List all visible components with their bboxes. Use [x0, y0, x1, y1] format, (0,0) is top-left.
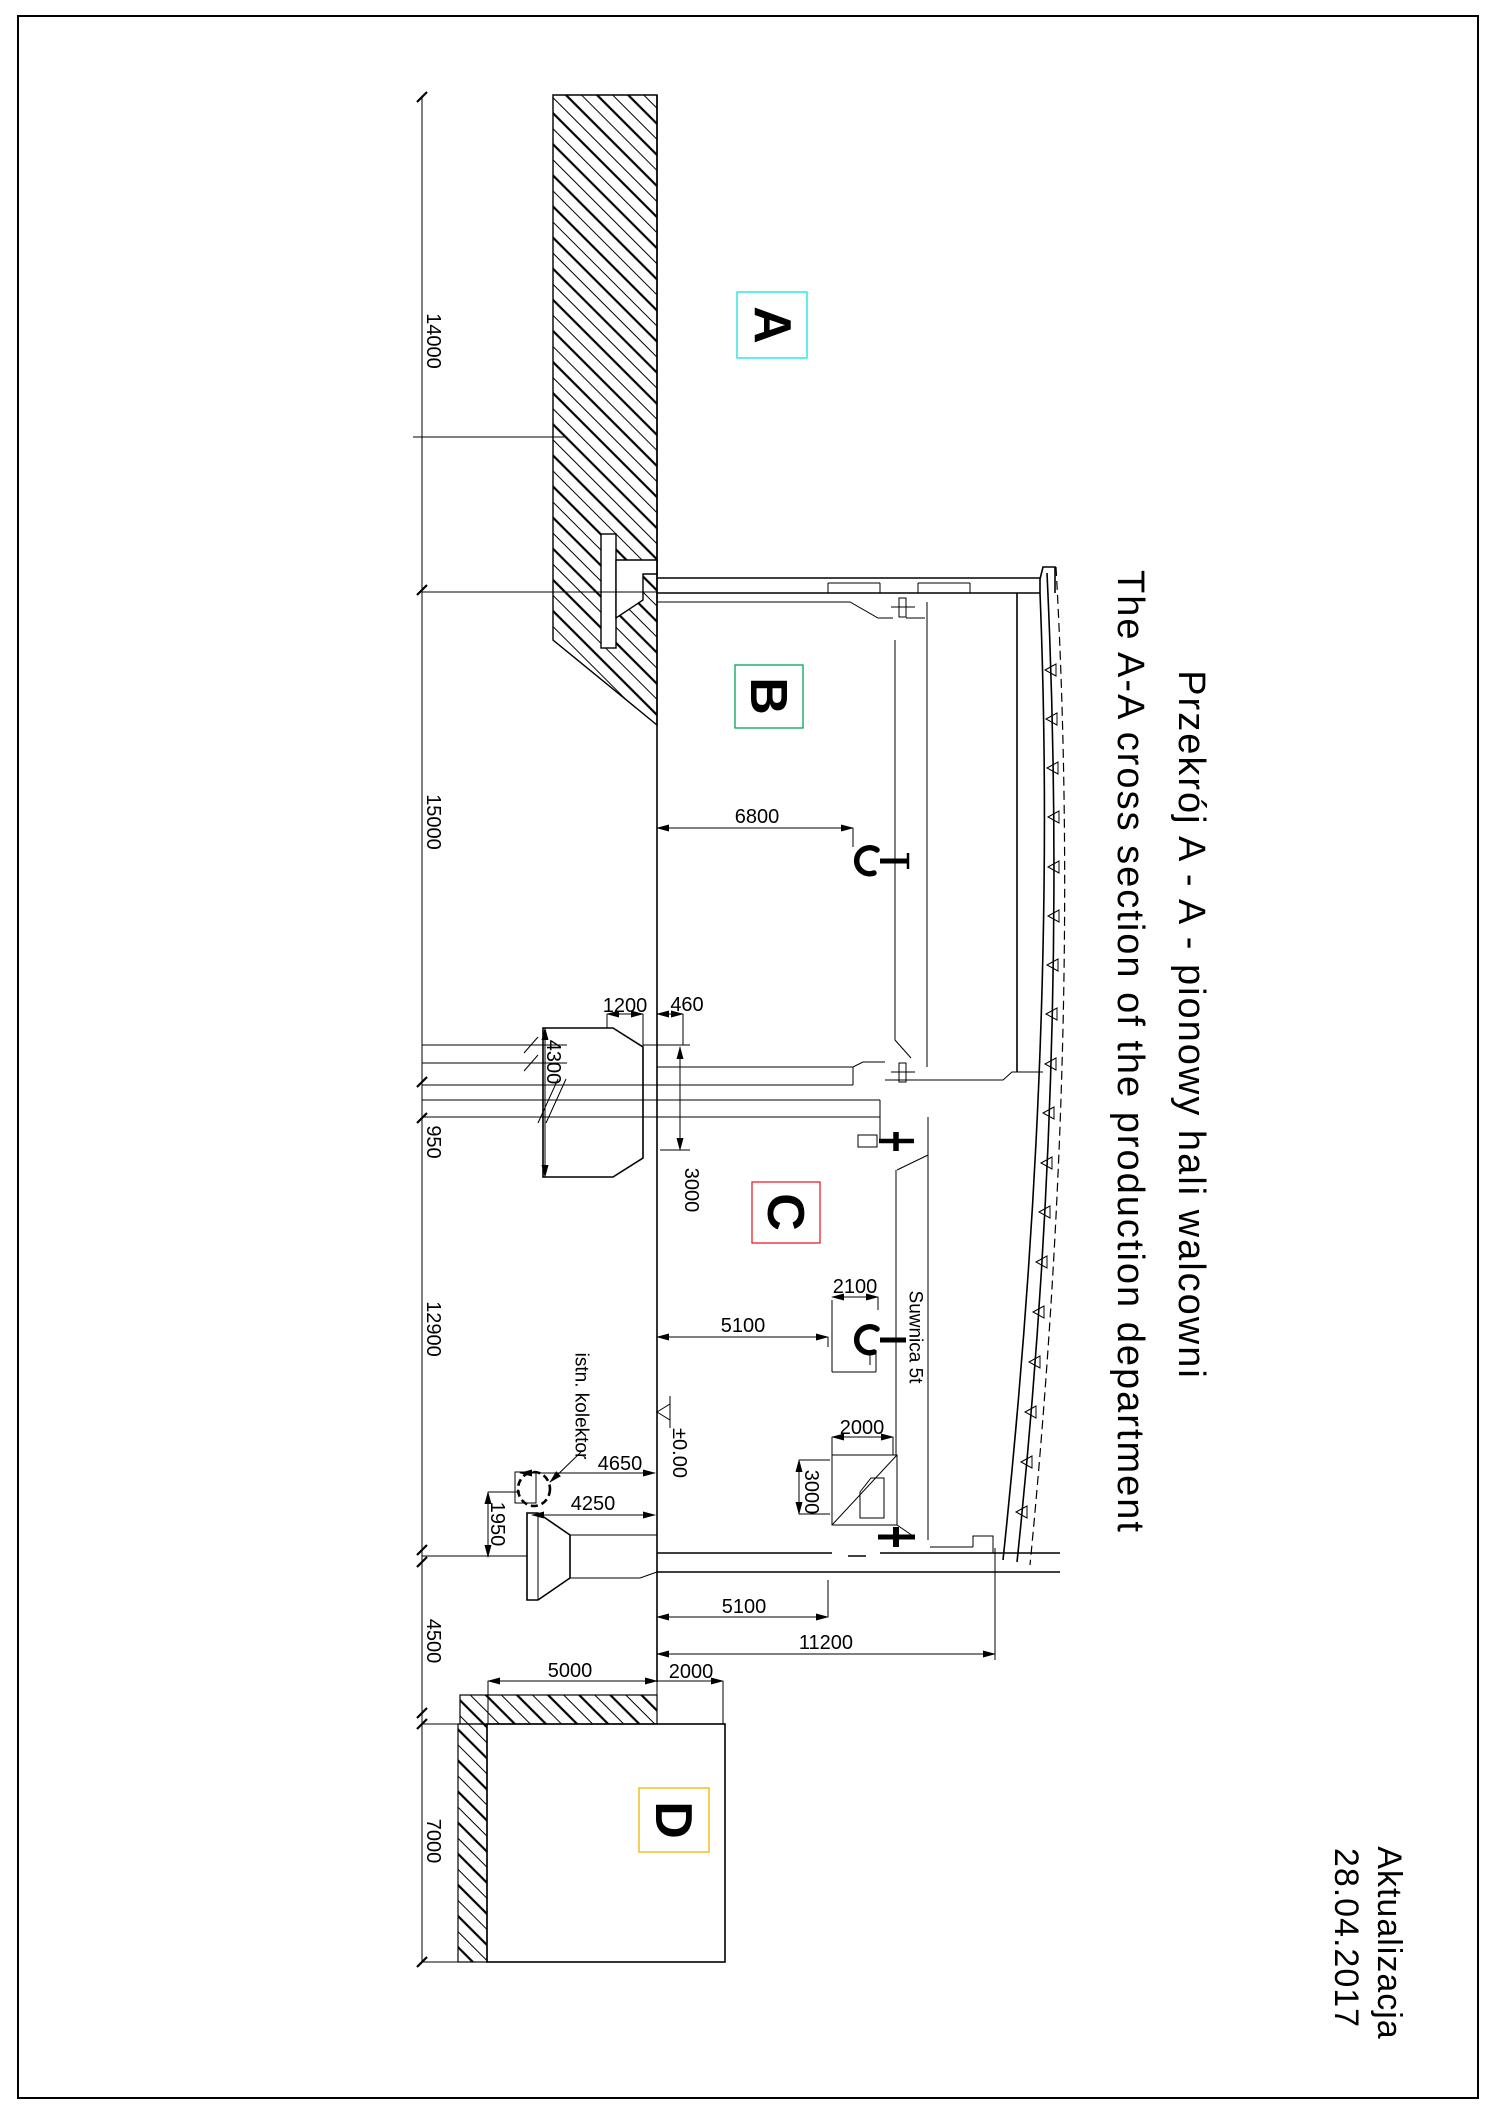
dim-span-c: 12900 — [422, 1301, 444, 1357]
dim-floor-hook: 5100 — [721, 1596, 767, 1618]
hall-b-ceiling-lines — [657, 593, 1017, 1072]
dim-corbel-w: 1200 — [602, 995, 648, 1017]
dim-bridge: 2000 — [839, 1417, 885, 1439]
dim-corbel-len: 4300 — [542, 1039, 564, 1085]
crane-label: Suwnica 5t — [904, 1290, 926, 1384]
revision-date: 28.04.2017 — [1327, 1847, 1365, 2029]
arched-roof-band — [1003, 567, 1065, 1565]
rail-section-upper — [858, 1132, 914, 1151]
dim-beam: 950 — [422, 1125, 444, 1159]
dim-found-width: 1950 — [486, 1501, 508, 1547]
drawing-title-pl: Przekrój A - A - pionowy hali walcowni — [1170, 670, 1212, 1380]
dim-pit-offset: 4500 — [422, 1618, 444, 1664]
zone-b-label: B — [739, 677, 797, 715]
level-mark-icon — [657, 1396, 670, 1428]
dim-roof-height: 11200 — [798, 1632, 854, 1654]
zone-a-label: A — [743, 306, 801, 344]
zone-labels — [639, 292, 820, 1852]
column-foundation — [527, 1513, 570, 1600]
hall-b-bottom-lines — [657, 1062, 1043, 1082]
dim-rail-off: 460 — [670, 994, 704, 1016]
floor-machine — [832, 1455, 913, 1536]
dim-runway: 3000 — [680, 1167, 702, 1213]
dim-pit-width: 7000 — [422, 1818, 444, 1864]
machine-detail — [860, 1478, 884, 1518]
crane-runway-beams — [422, 1028, 880, 1177]
level-label: ±0.00 — [668, 1428, 690, 1478]
zone-d-label: D — [644, 1801, 702, 1839]
floor-slab — [422, 1513, 1060, 1600]
crane-hook-icon-b — [853, 830, 908, 874]
dim-found-depth: 4250 — [570, 1493, 616, 1515]
rail-section-floor — [878, 1527, 915, 1547]
dim-pit-above: 2000 — [668, 1661, 714, 1683]
runway-level-lines-hall-b — [895, 602, 927, 1067]
roof-truss-ticks — [1016, 664, 1059, 1518]
dim-trolley: 2100 — [832, 1276, 878, 1298]
collector-pipe-icon — [518, 1472, 550, 1506]
dim-hook-c: 5100 — [720, 1315, 766, 1337]
wall-corbel-plate — [601, 534, 616, 648]
crane-hook-icon-c — [832, 1300, 906, 1372]
roof-band-hall-divider — [657, 567, 1055, 593]
dim-pit-depth: 5000 — [547, 1660, 593, 1682]
collector-label: istn. kolektor — [570, 1352, 592, 1460]
zone-c-label: C — [756, 1193, 814, 1231]
dim-machine: 3000 — [800, 1469, 822, 1515]
revision-label: Aktualizacja — [1370, 1846, 1408, 2040]
dimensions — [486, 806, 995, 1724]
drawing-title-en: The A-A cross section of the production department — [1109, 570, 1151, 1534]
dim-span-b: 15000 — [422, 794, 444, 850]
crane-trolley-lines — [832, 1300, 876, 1372]
dim-hook-b: 6800 — [734, 806, 780, 828]
existing-wall-hatch — [553, 95, 657, 725]
dim-collector-depth: 4650 — [597, 1453, 643, 1475]
dim-span-a: 14000 — [422, 313, 444, 369]
